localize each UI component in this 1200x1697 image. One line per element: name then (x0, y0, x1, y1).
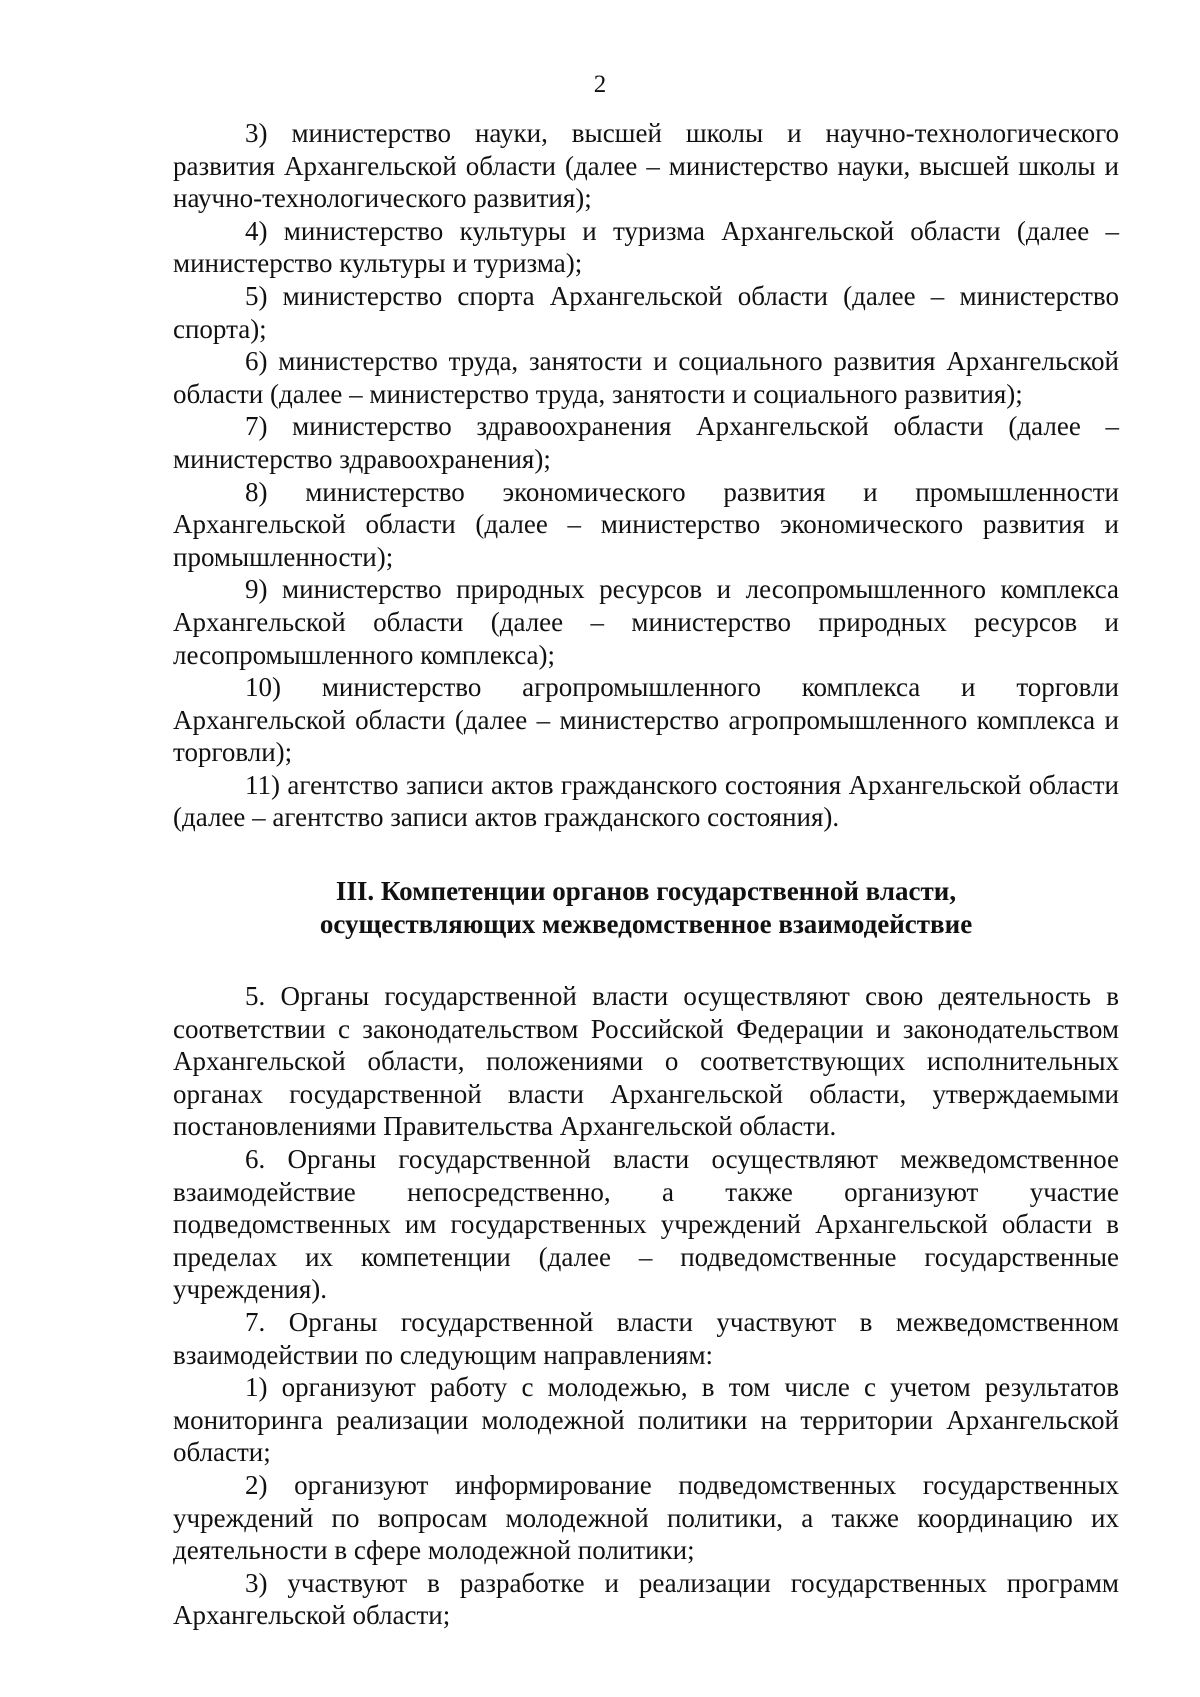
section-paragraph: 1) организуют работу с молодежью, в том числе с учетом результатов мониторинга реализации молодежной политики на территории Архангельской области; (173, 1372, 1119, 1468)
list-item: 11) агентство записи актов гражданского состояния Архангельской области (далее – агентство записи актов гражданского состояния). (173, 769, 1119, 833)
list-item: 5) министерство спорта Архангельской области (далее – министерство спорта); (173, 280, 1119, 344)
list-item: 7) министерство здравоохранения Архангельской области (далее – министерство здравоохранения); (173, 411, 1119, 474)
section-paragraph: 2) организуют информирование подведомственных государственных учреждений по вопросам молодежной политики, а также координацию их деятельности в сфере молодежной политики; (173, 1469, 1119, 1566)
list-item: 4) министерство культуры и туризма Архангельской области (далее – министерство культуры и туризма); (173, 215, 1119, 279)
section-heading-line-1: III. Компетенции органов государственной власти, (335, 876, 957, 907)
list-item: 3) министерство науки, высшей школы и научно-технологического развития Архангельской области (далее – министерство науки, высшей школы и научно-технологического развития); (173, 118, 1119, 214)
list-item: 6) министерство труда, занятости и социального развития Архангельской области (далее – министерство труда, занятости и социального развития); (173, 346, 1119, 409)
list-item: 9) министерство природных ресурсов и лесопромышленного комплекса Архангельской области (далее – министерство природных ресурсов и лесопромышленного комплекса); (173, 574, 1119, 670)
section-heading (173, 875, 1119, 941)
section-paragraph: 3) участвуют в разработке и реализации государственных программ Архангельской области; (173, 1567, 1119, 1631)
list-item: 10) министерство агропромышленного комплекса и торговли Архангельской области (далее – министерство агропромышленного комплекса и торговли); (173, 672, 1119, 768)
list-item: 8) министерство экономического развития и промышленности Архангельской области (далее – министерство экономического развития и промышленности); (173, 476, 1119, 572)
document-body (173, 117, 1119, 1632)
section-heading-line-2: осуществляющих межведомственное взаимодействие (319, 909, 973, 940)
section-paragraph: 7. Органы государственной власти участвуют в межведомственном взаимодействии по следующим направлениям: (173, 1307, 1119, 1370)
section-paragraph: 6. Органы государственной власти осуществляют межведомственное взаимодействие непосредственно, а также организуют участие подведомственных им государственных учреждений Архангельской области в пределах их компетенции (далее – подведомственные государственные учреждения). (173, 1144, 1119, 1305)
section-paragraph: 5. Органы государственной власти осуществляют свою деятельность в соответствии с законодательством Российской Федерации и законодательством Архангельской области, положениями о соответствующих исполнительных органах государственной власти Архангельской области, утверждаемыми постановлениями Правительства Архангельской области. (173, 981, 1119, 1142)
page-number: 2 (593, 71, 607, 98)
